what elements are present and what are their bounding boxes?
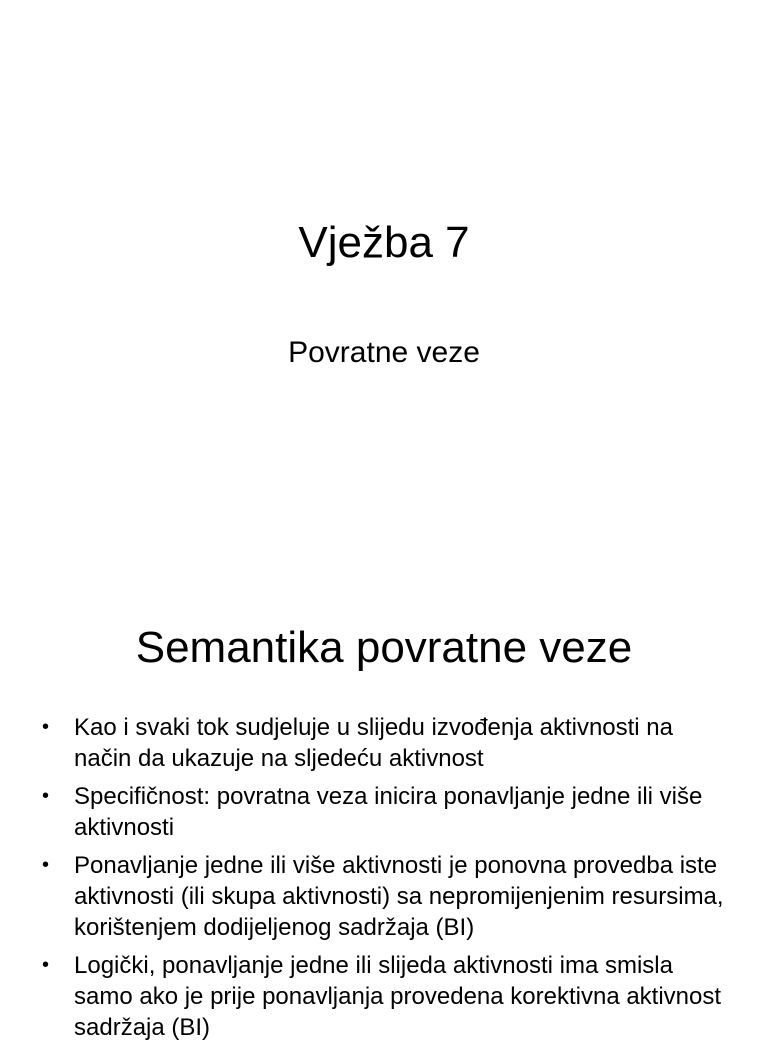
bullet-list: [42, 712, 732, 1050]
slide-2: [0, 576, 768, 1041]
slide-2-title: Semantika povratne veze: [135, 623, 633, 672]
bullet-text: Ponavljanje jedne ili više aktivnosti je ponovna provedba iste aktivnosti (ili skupa aktivnosti) sa nepromijenjenim resursima, korištenjem dodijeljenog sadržaja (BI): [74, 852, 724, 941]
bullet-text: Logički, ponavljanje jedne ili slijeda aktivnosti ima smisla samo ako je prije ponavljanja provedena korektivna aktivnost sadržaja (BI): [74, 952, 722, 1041]
slide-1-subtitle: Povratne veze: [288, 336, 480, 369]
bullet-dot-icon: •: [42, 854, 50, 876]
bullet-item: [42, 781, 732, 843]
bullet-item: [42, 850, 732, 943]
bullet-item: [42, 950, 732, 1043]
bullet-text: Specifičnost: povratna veza inicira ponavljanje jedne ili više aktivnosti: [74, 783, 703, 841]
bullet-dot-icon: •: [42, 716, 50, 738]
bullet-text: Kao i svaki tok sudjeluje u slijedu izvođenja aktivnosti na način da ukazuje na sljedeću aktivnost: [74, 714, 674, 772]
bullet-dot-icon: •: [42, 954, 50, 976]
bullet-item: [42, 712, 732, 774]
bullet-dot-icon: •: [42, 785, 50, 807]
slide-1-title: Vježba 7: [298, 218, 470, 267]
